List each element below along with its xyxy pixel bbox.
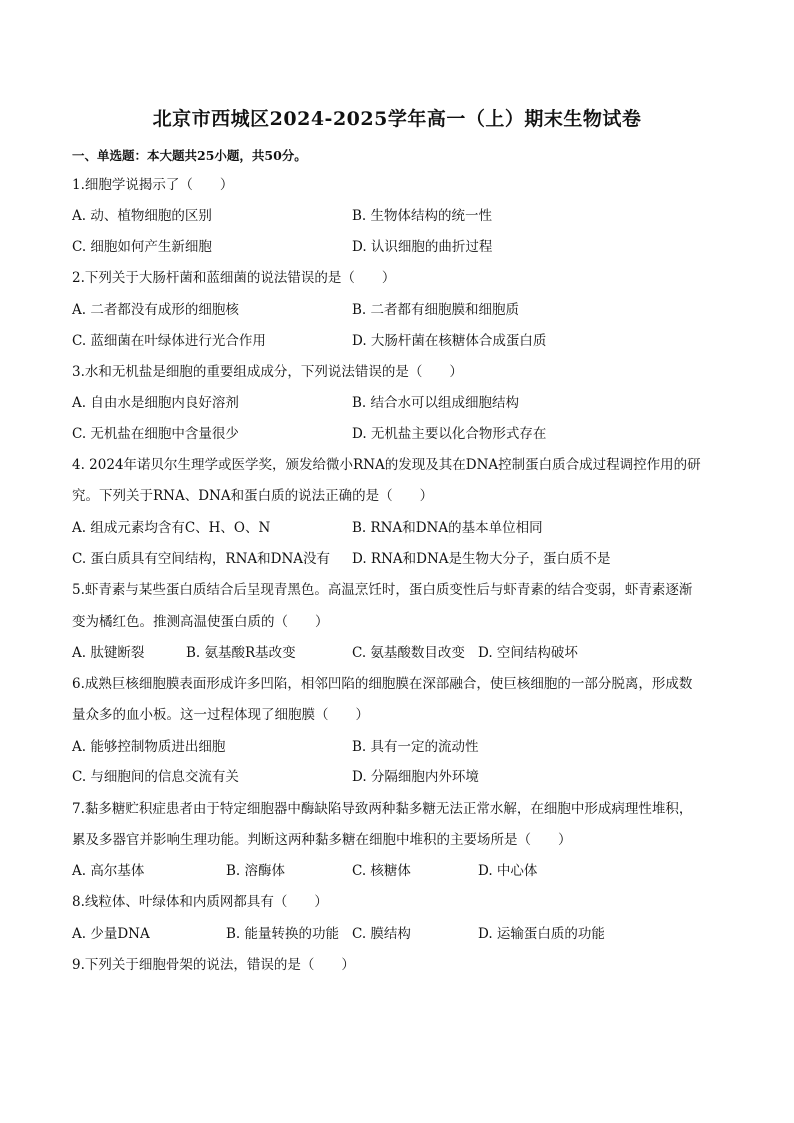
- question-9-stem: 9.下列关于细胞骨架的说法，错误的是（ ）: [72, 957, 355, 973]
- question-2-stem: 2.下列关于大肠杆菌和蓝细菌的说法错误的是（ ）: [72, 270, 396, 286]
- question-3-stem: 3.水和无机盐是细胞的重要组成成分，下列说法错误的是（ ）: [72, 364, 463, 380]
- question-1-stem: 1.细胞学说揭示了（ ）: [72, 177, 234, 193]
- question-4-stem-line-2: 究。下列关于RNA、DNA和蛋白质的说法正确的是（ ）: [72, 488, 434, 504]
- question-1-option-a: A. 动、植物细胞的区别: [72, 208, 212, 224]
- question-5-option-a: A. 肽键断裂: [72, 645, 145, 661]
- page-title: 北京市西城区2024-2025学年高一（上）期末生物试卷: [152, 108, 642, 130]
- question-5-stem-line-1: 5.虾青素与某些蛋白质结合后呈现青黑色。高温烹饪时，蛋白质变性后与虾青素的结合变弱，虾青素逐渐: [72, 582, 693, 598]
- question-4-option-c: C. 蛋白质具有空间结构，RNA和DNA没有: [72, 551, 331, 567]
- question-7-option-b: B. 溶酶体: [226, 863, 286, 879]
- question-5-stem-line-2: 变为橘红色。推测高温使蛋白质的（ ）: [72, 614, 329, 630]
- question-4-option-b: B. RNA和DNA的基本单位相同: [352, 520, 543, 536]
- question-1-option-d: D. 认识细胞的曲折过程: [352, 239, 493, 255]
- question-4-option-a: A. 组成元素均含有C、H、O、N: [72, 520, 271, 536]
- question-8-option-b: B. 能量转换的功能: [226, 926, 340, 942]
- question-3-option-c: C. 无机盐在细胞中含量很少: [72, 426, 239, 442]
- question-2-option-c: C. 蓝细菌在叶绿体进行光合作用: [72, 333, 266, 349]
- question-8-option-a: A. 少量DNA: [72, 926, 150, 942]
- question-6-option-a: A. 能够控制物质进出细胞: [72, 739, 226, 755]
- question-6-option-b: B. 具有一定的流动性: [352, 739, 479, 755]
- question-7-stem-line-1: 7.黏多糖贮积症患者由于特定细胞器中酶缺陷导致两种黏多糖无法正常水解，在细胞中形成病理性堆积，: [72, 801, 693, 817]
- question-5-option-c: C. 氨基酸数目改变: [352, 645, 465, 661]
- question-2-option-d: D. 大肠杆菌在核糖体合成蛋白质: [352, 333, 547, 349]
- question-2-option-b: B. 二者都有细胞膜和细胞质: [352, 302, 520, 318]
- question-1-option-b: B. 生物体结构的统一性: [352, 208, 493, 224]
- question-7-stem-line-2: 累及多器官并影响生理功能。判断这两种黏多糖在细胞中堆积的主要场所是（ ）: [72, 832, 572, 848]
- question-1-option-c: C. 细胞如何产生新细胞: [72, 239, 212, 255]
- question-8-stem: 8.线粒体、叶绿体和内质网都具有（ ）: [72, 894, 328, 910]
- question-4-option-d: D. RNA和DNA是生物大分子，蛋白质不是: [352, 551, 611, 567]
- question-6-option-c: C. 与细胞间的信息交流有关: [72, 769, 239, 785]
- question-3-option-a: A. 自由水是细胞内良好溶剂: [72, 395, 239, 411]
- question-5-option-b: B. 氨基酸R基改变: [186, 645, 296, 661]
- question-6-stem-line-1: 6.成熟巨核细胞膜表面形成许多凹陷，相邻凹陷的细胞膜在深部融合，使巨核细胞的一部分脱离，形成数: [72, 676, 693, 692]
- question-7-option-d: D. 中心体: [478, 863, 538, 879]
- question-8-option-d: D. 运输蛋白质的功能: [478, 926, 605, 942]
- question-2-option-a: A. 二者都没有成形的细胞核: [72, 302, 239, 318]
- question-8-option-c: C. 膜结构: [352, 926, 411, 942]
- question-6-stem-line-2: 量众多的血小板。这一过程体现了细胞膜（ ）: [72, 707, 369, 723]
- question-5-option-d: D. 空间结构破坏: [478, 645, 578, 661]
- question-7-option-c: C. 核糖体: [352, 863, 411, 879]
- section-heading: 一、单选题：本大题共25小题，共50分。: [72, 148, 307, 163]
- question-3-option-d: D. 无机盐主要以化合物形式存在: [352, 426, 547, 442]
- question-6-option-d: D. 分隔细胞内外环境: [352, 769, 479, 785]
- question-3-option-b: B. 结合水可以组成细胞结构: [352, 395, 520, 411]
- question-7-option-a: A. 高尔基体: [72, 863, 145, 879]
- question-4-stem-line-1: 4. 2024年诺贝尔生理学或医学奖，颁发给微小RNA的发现及其在DNA控制蛋白质合成过程调控作用的研: [72, 457, 701, 473]
